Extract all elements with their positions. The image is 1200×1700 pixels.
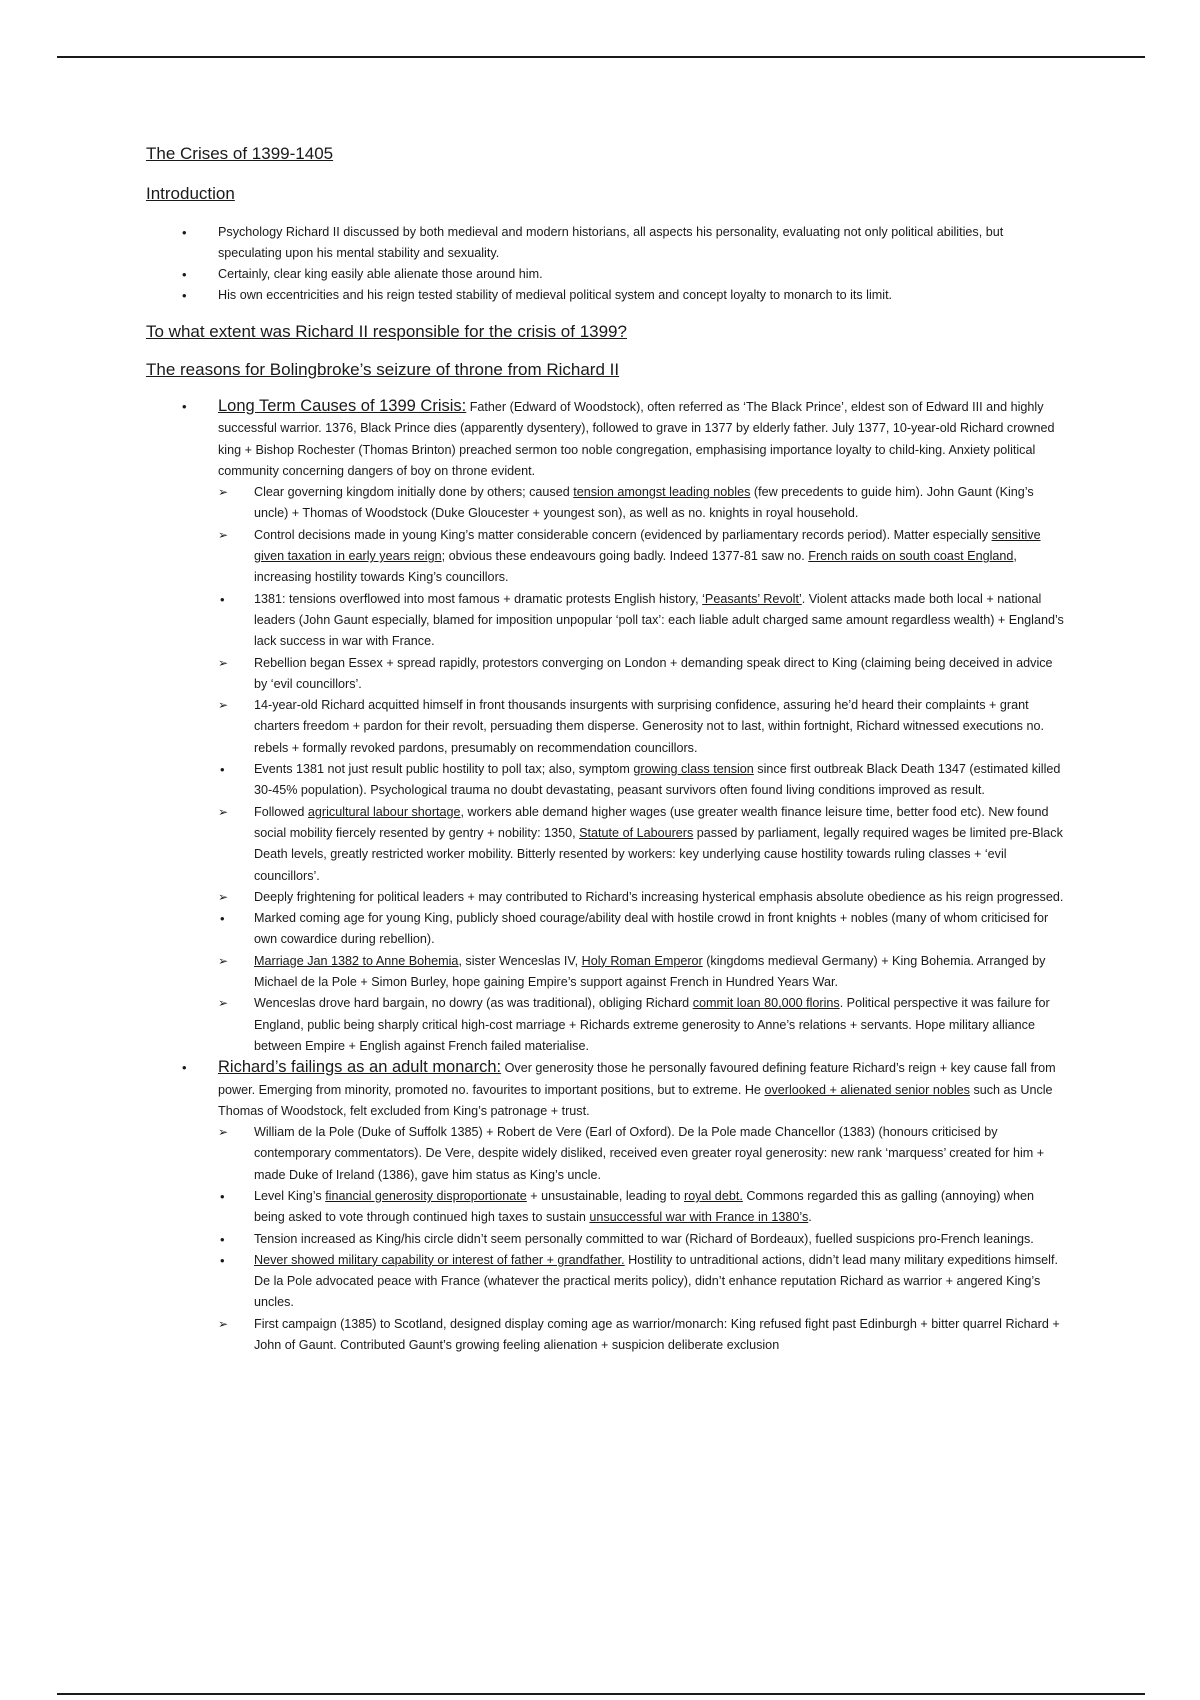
- list-item: • Events 1381 not just result public hostility to poll tax; also, symptom growing class tension since first outbreak Black Death 1347 (estimated killed 30-45% population). Psychological trauma no doubt devastating, peasant survivors often found living conditions improved as result.: [218, 759, 1066, 802]
- list-item: ➢ Control decisions made in young King’s matter considerable concern (evidenced by parliamentary records period). Matter especially sensitive given taxation in early years reign; obvious these endeavours going badly. Indeed 1377-81 saw no. French raids on south coast England, increasing hostility towards King’s councillors.: [218, 525, 1066, 589]
- notes-list: [146, 396, 1066, 1356]
- list-item: • 1381: tensions overflowed into most famous + dramatic protests English history, ‘Peasants’ Revolt’. Violent attacks made both local + national leaders (John Gaunt especially, blamed for imposition unpopular ‘poll tax’: each liable adult charged same amount regardless wealth) + England’s lack success in war with France.: [218, 589, 1066, 653]
- question-heading: To what extent was Richard II responsible for the crisis of 1399?: [146, 322, 627, 341]
- page-title: The Crises of 1399-1405: [146, 144, 334, 163]
- section-adult-failings: • Richard’s failings as an adult monarch: Over generosity those he personally favoured defining feature Richard’s reign + key cause fall from power. Emerging from minority, promoted no. favourites to important positions, but to extreme. He overlooked + alienated senior nobles such as Uncle Thomas of Woodstock, felt excluded from King’s patronage + trust. ➢ William de la Pole (Duke of Suffolk 1385) + Robert de Vere (Earl of Oxford). De la Pole made Chancellor (1383) (honours criticised by contemporary commentators). De Vere, despite widely disliked, received even greater royal generosity: new rank ‘marquess’ created for him + made Duke of Ireland (1386), gave him status as King’s uncle. • Level King’s financial generosity disproportionate + unsustainable, leading to royal debt. Commons regarded this as galling (annoying) when being asked to vote through continued high taxes to sustain unsuccessful war with France in 1380’s. • Tension increased as King/his circle didn’t seem personally committed to war (Richard of Bordeaux), fuelled suspicions pro-French leanings. • Never showed military capability or interest of father + grandfather. Hostility to untraditional actions, didn’t lead many military expeditions himself. De la Pole advocated peace with France (whatever the practical merits policy), didn’t enhance reputation Richard as warrior + angered King’s uncles. ➢ First campaign (1385) to Scotland, designed display coming age as warrior/monarch: King refused fight past Edinburgh + bitter quarrel Richard + John of Gaunt. Contributed Gaunt’s growing feeling alienation + suspicion deliberate exclusion: [146, 1057, 1066, 1356]
- list-item: • Marked coming age for young King, publicly shoed courage/ability deal with hostile crowd in front knights + nobles (many of whom criticised for own cowardice during rebellion).: [218, 908, 1066, 951]
- list-item: ➢ Wenceslas drove hard bargain, no dowry (as was traditional), obliging Richard commit loan 80,000 florins. Political perspective it was failure for England, public being sharply critical high-cost marriage + Richards extreme generosity to Anne’s relations + servants. Hope military alliance between Empire + English against French failed materialise.: [218, 993, 1066, 1057]
- top-rule: [57, 56, 1145, 58]
- section-long-term-causes: [146, 396, 1066, 1057]
- sub-list: [218, 482, 1066, 1057]
- intro-list: [146, 222, 1066, 306]
- reasons-heading: The reasons for Bolingbroke’s seizure of throne from Richard II: [146, 360, 620, 379]
- section-text: Father (Edward of Woodstock), often referred as ‘The Black Prince’, eldest son of Edward III and highly successful warrior. 1376, Black Prince dies (apparently dysentery), followed to grave in 1377 by elderly father. July 1377, 10-year-old Richard crowned king + Bishop Rochester (Thomas Brinton) preached sermon too noble congregation, emphasising importance loyalty to child-king. Anxiety political community concerning dangers of boy on throne evident.: [218, 400, 1055, 478]
- list-item: • His own eccentricities and his reign tested stability of medieval political system and concept loyalty to monarch to its limit.: [146, 285, 1066, 306]
- list-item: ➢ Followed agricultural labour shortage, workers able demand higher wages (use greater wealth finance leisure time, better food etc). New found social mobility fiercely resented by gentry + nobility: 1350, Statute of Labourers passed by parliament, legally required wages be limited pre-Black Death levels, greatly restricted worker mobility. Bitterly resented by workers: key underlying cause hostility towards ruling classes + ‘evil councillors’.: [218, 802, 1066, 887]
- list-item: • Certainly, clear king easily able alienate those around him.: [146, 264, 1066, 285]
- list-item: ➢ First campaign (1385) to Scotland, designed display coming age as warrior/monarch: King refused fight past Edinburgh + bitter quarrel Richard + John of Gaunt. Contributed Gaunt’s growing feeling alienation + suspicion deliberate exclusion: [218, 1314, 1066, 1357]
- list-item: • Psychology Richard II discussed by both medieval and modern historians, all aspects his personality, evaluating not only political abilities, but speculating upon his mental stability and sexuality.: [146, 222, 1066, 264]
- intro-heading: Introduction: [146, 184, 235, 203]
- list-item: ➢ William de la Pole (Duke of Suffolk 1385) + Robert de Vere (Earl of Oxford). De la Pole made Chancellor (1383) (honours criticised by contemporary commentators). De Vere, despite widely disliked, received even greater royal generosity: new rank ‘marquess’ created for him + made Duke of Ireland (1386), gave him status as King’s uncle.: [218, 1122, 1066, 1186]
- list-item: ➢ Marriage Jan 1382 to Anne Bohemia, sister Wenceslas IV, Holy Roman Emperor (kingdoms medieval Germany) + King Bohemia. Arranged by Michael de la Pole + Simon Burley, hope gaining Empire’s support against French in Hundred Years War.: [218, 951, 1066, 994]
- list-item: • Level King’s financial generosity disproportionate + unsustainable, leading to royal debt. Commons regarded this as galling (annoying) when being asked to vote through continued high taxes to sustain unsuccessful war with France in 1380’s.: [218, 1186, 1066, 1229]
- list-item: ➢ Clear governing kingdom initially done by others; caused tension amongst leading nobles (few precedents to guide him). John Gaunt (King’s uncle) + Thomas of Woodstock (Duke Gloucester + youngest son), as well as no. knights in royal household.: [218, 482, 1066, 525]
- list-item: ➢ Rebellion began Essex + spread rapidly, protestors converging on London + demanding speak direct to King (claiming being deceived in advice by ‘evil councillors’.: [218, 653, 1066, 696]
- section-lead: Richard’s failings as an adult monarch:: [218, 1058, 502, 1077]
- list-item: ➢ Deeply frightening for political leaders + may contributed to Richard’s increasing hysterical emphasis absolute obedience as his reign progressed.: [218, 887, 1066, 908]
- list-item: • Tension increased as King/his circle didn’t seem personally committed to war (Richard of Bordeaux), fuelled suspicions pro-French leanings.: [218, 1229, 1066, 1250]
- list-item: • Never showed military capability or interest of father + grandfather. Hostility to untraditional actions, didn’t lead many military expeditions himself. De la Pole advocated peace with France (whatever the practical merits policy), didn’t enhance reputation Richard as warrior + angered King’s uncles.: [218, 1250, 1066, 1314]
- sub-list: [218, 1122, 1066, 1356]
- document-body: [146, 144, 1066, 1356]
- list-item: ➢ 14-year-old Richard acquitted himself in front thousands insurgents with surprising confidence, assuring he’d heard their complaints + grant charters freedom + pardon for their revolt, persuading them disperse. Generosity not to last, within fortnight, Richard witnessed executions no. rebels + formally revoked pardons, presumably on recommendation councillors.: [218, 695, 1066, 759]
- bottom-rule: [57, 1693, 1145, 1695]
- section-lead: Long Term Causes of 1399 Crisis:: [218, 397, 467, 415]
